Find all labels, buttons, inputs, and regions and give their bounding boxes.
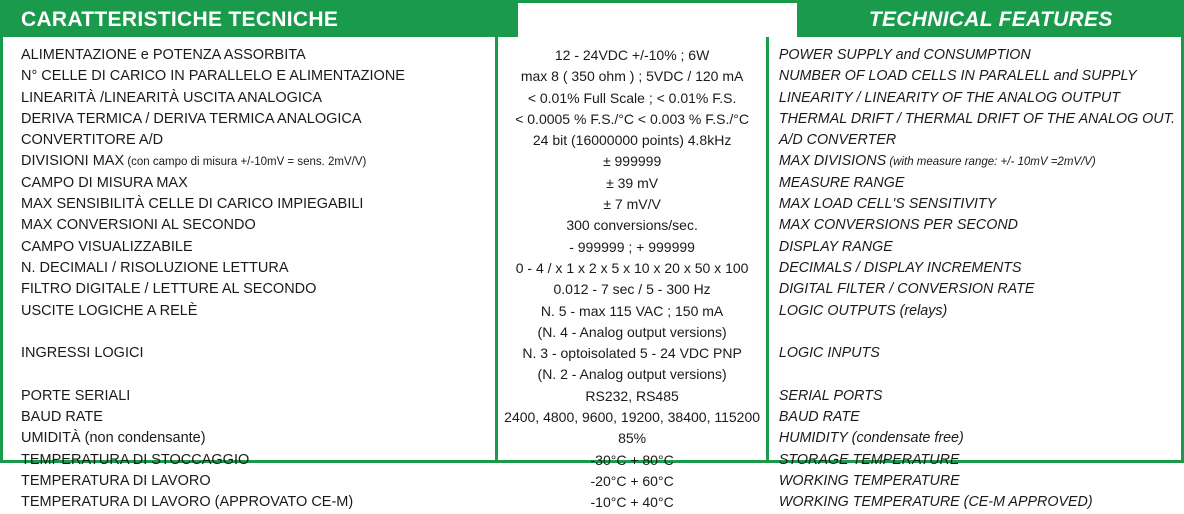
- row-value: RS232, RS485: [585, 387, 679, 404]
- row-value: -30°C + 80°C: [590, 451, 674, 468]
- row-label-it: USCITE LOGICHE A RELÈ: [21, 302, 198, 319]
- row-value: 0.012 - 7 sec / 5 - 300 Hz: [553, 281, 711, 298]
- row-label-it: N. DECIMALI / RISOLUZIONE LETTURA: [21, 259, 289, 276]
- row-label-it: [21, 364, 489, 385]
- row-value: ± 7 mV/V: [603, 196, 661, 213]
- row-label-en: MEASURE RANGE: [778, 174, 905, 191]
- row-value: < 0.01% Full Scale ; < 0.01% F.S.: [527, 89, 737, 106]
- column-italian-labels: [3, 37, 495, 511]
- row-label-en: [779, 322, 1175, 343]
- row-label-en: POWER SUPPLY and CONSUMPTION: [778, 47, 1031, 63]
- row-value: ± 999999: [602, 153, 662, 170]
- row-value: (N. 2 - Analog output versions): [537, 366, 727, 383]
- header-title-italian: CARATTERISTICHE TECNICHE: [21, 8, 339, 31]
- row-value: max 8 ( 350 ohm ) ; 5VDC / 120 mA: [520, 68, 744, 85]
- table-body: [3, 37, 1181, 511]
- row-label-en: LINEARITY / LINEARITY OF THE ANALOG OUTPUT: [778, 89, 1120, 106]
- column-values: [495, 37, 769, 511]
- row-label-it: N° CELLE DI CARICO IN PARALLELO E ALIMENTAZIONE: [21, 68, 405, 85]
- table-header: [3, 3, 1181, 37]
- row-label-it: TEMPERATURA DI LAVORO (APPROVATO CE-M): [21, 494, 354, 511]
- row-value: - 999999 ; + 999999: [569, 238, 695, 255]
- row-value: N. 5 - max 115 VAC ; 150 mA: [540, 302, 724, 319]
- row-value: ± 39 mV: [606, 174, 659, 191]
- row-label-en: MAX DIVISIONS (with measure range: +/- 10mV =2mV/V): [778, 153, 1096, 170]
- row-label-it: FILTRO DIGITALE / LETTURE AL SECONDO: [21, 281, 317, 298]
- row-value: 2400, 4800, 9600, 19200, 38400, 115200: [504, 409, 761, 426]
- row-label-en: STORAGE TEMPERATURE: [778, 451, 960, 468]
- row-label-en: MAX CONVERSIONS PER SECOND: [778, 217, 1018, 234]
- row-label-en: MAX LOAD CELL'S SENSITIVITY: [778, 196, 997, 213]
- row-label-it: DERIVA TERMICA / DERIVA TERMICA ANALOGICA: [21, 110, 362, 127]
- row-label-en: LOGIC OUTPUTS (relays): [778, 302, 948, 319]
- row-label-it: CAMPO VISUALIZZABILE: [21, 238, 193, 255]
- row-label-en: [779, 364, 1175, 385]
- row-label-en: LOGIC INPUTS: [778, 345, 880, 362]
- row-label-en: NUMBER OF LOAD CELLS IN PARALELL and SUPPLY: [778, 68, 1137, 85]
- row-label-it: DIVISIONI MAX (con campo di misura +/-10mV = sens. 2mV/V): [21, 153, 367, 170]
- header-values-spacer: [515, 3, 800, 37]
- header-title-english: TECHNICAL FEATURES: [868, 8, 1113, 31]
- row-label-it: TEMPERATURA DI STOCCAGGIO: [21, 451, 250, 468]
- row-label-en: DIGITAL FILTER / CONVERSION RATE: [778, 281, 1035, 298]
- row-value: (N. 4 - Analog output versions): [537, 323, 727, 340]
- row-label-it: TEMPERATURA DI LAVORO: [21, 472, 211, 489]
- row-value: N. 3 - optoisolated 5 - 24 VDC PNP: [522, 345, 742, 362]
- row-label-it: MAX CONVERSIONI AL SECONDO: [21, 217, 256, 234]
- row-value: 85%: [618, 430, 647, 447]
- row-label-it: [21, 322, 489, 343]
- row-label-en: BAUD RATE: [778, 409, 860, 426]
- row-label-it: LINEARITÀ /LINEARITÀ USCITA ANALOGICA: [21, 89, 323, 106]
- row-label-it: UMIDITÀ (non condensante): [21, 430, 206, 447]
- row-value: -20°C + 60°C: [590, 472, 674, 489]
- row-label-en: THERMAL DRIFT / THERMAL DRIFT OF THE ANALOG OUT.: [778, 110, 1175, 127]
- row-label-it: CONVERTITORE A/D: [21, 132, 164, 149]
- row-label-it: ALIMENTAZIONE e POTENZA ASSORBITA: [21, 47, 306, 63]
- row-label-en: DISPLAY RANGE: [778, 238, 893, 255]
- row-label-en: HUMIDITY (condensate free): [778, 430, 964, 447]
- row-label-it: INGRESSI LOGICI: [21, 345, 144, 362]
- row-value: 0 - 4 / x 1 x 2 x 5 x 10 x 20 x 50 x 100: [515, 259, 749, 276]
- row-label-en: DECIMALS / DISPLAY INCREMENTS: [778, 259, 1022, 276]
- row-label-en: WORKING TEMPERATURE (CE-M APPROVED): [778, 494, 1093, 511]
- row-value: 300 conversions/sec.: [566, 217, 698, 234]
- row-label-it: MAX SENSIBILITÀ CELLE DI CARICO IMPIEGABILI: [21, 196, 364, 213]
- row-label-it: CAMPO DI MISURA MAX: [21, 174, 188, 191]
- row-label-en: A/D CONVERTER: [778, 132, 897, 149]
- row-value: < 0.0005 % F.S./°C < 0.003 % F.S./°C: [515, 110, 749, 127]
- row-value: 12 - 24VDC +/-10% ; 6W: [554, 47, 710, 63]
- row-value: -10°C + 40°C: [590, 494, 674, 511]
- row-value: 24 bit (16000000 points) 4.8kHz: [532, 132, 732, 149]
- column-english-labels: [769, 37, 1181, 511]
- row-label-en: SERIAL PORTS: [778, 387, 883, 404]
- row-label-it: BAUD RATE: [21, 409, 103, 426]
- row-label-en: WORKING TEMPERATURE: [778, 472, 960, 489]
- row-label-it: PORTE SERIALI: [21, 387, 131, 404]
